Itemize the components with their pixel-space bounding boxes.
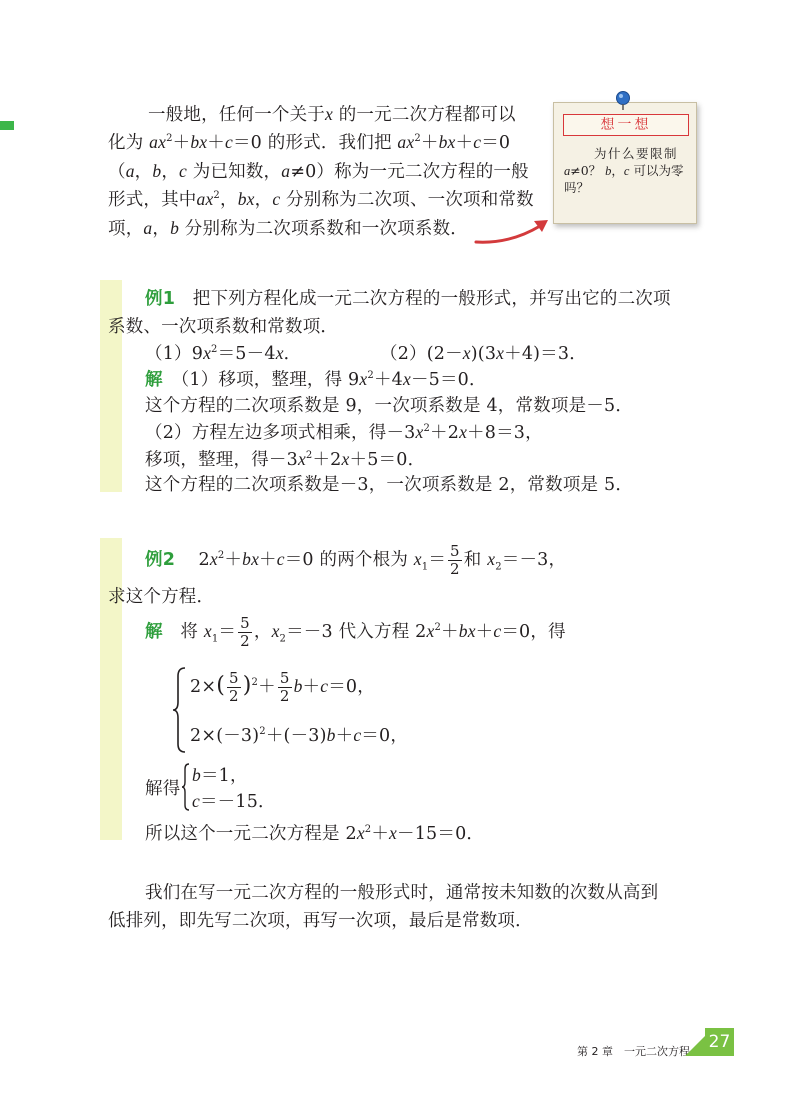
example1-solution-1: 解 （1）移项，整理，得 $9x^2+4x-5=0$． bbox=[145, 369, 487, 390]
example2-solution-label: 解 bbox=[145, 622, 163, 642]
example2-solution-line-1: 解 将 $x_1=$ $\frac{5}{2}$ ，$x_2=-3$ 代入方程 $2x^2+bx+c=0$，得 bbox=[145, 614, 566, 650]
intro-line-5: 项，a，b 分别称为二次项系数和一次项系数． bbox=[108, 218, 468, 239]
system-equation-2: $2\times(-3)^2+(-3)b+c=0$， bbox=[190, 725, 409, 746]
footer-tab-shape bbox=[685, 1036, 705, 1056]
note-line-3: 吗？ bbox=[564, 180, 590, 195]
outro-line-1: 我们在写一元二次方程的一般形式时，通常按未知数的次数从高到 bbox=[145, 883, 659, 903]
solution-c: c＝－15． bbox=[192, 791, 276, 812]
example1-question-1: $(1)9x^2=5-4x$． bbox=[145, 343, 302, 364]
note-line-1: 为什么要限制 bbox=[594, 146, 679, 161]
solution-b: b＝1， bbox=[192, 765, 248, 786]
example1-solution-3: （2）方程左边多项式相乘，得$-3x^2+2x+8=3$， bbox=[145, 422, 543, 443]
intro-line-3: （a，b，c 为已知数，a≠0）称为一元二次方程的一般 bbox=[108, 161, 529, 182]
curved-arrow-icon bbox=[470, 212, 555, 252]
example1-band bbox=[100, 280, 122, 492]
solved-label: 解得 bbox=[145, 779, 181, 799]
left-brace-large bbox=[172, 666, 188, 754]
pushpin-icon bbox=[614, 91, 632, 109]
example1-solution-label: 解 bbox=[145, 370, 163, 390]
intro-line-4: 形式，其中$ax^2$，bx，c 分别称为二次项、一次项和常数 bbox=[108, 189, 534, 210]
example2-label: 例2 bbox=[145, 550, 176, 570]
example1-prompt-line-1: 例1 把下列方程化成一元二次方程的一般形式，并写出它的二次项 bbox=[145, 289, 671, 309]
sidebar-marker bbox=[0, 121, 14, 130]
note-title: 想一想 bbox=[563, 114, 689, 136]
example2-prompt-line-2: 求这个方程． bbox=[108, 587, 215, 607]
example1-solution-5: 这个方程的二次项系数是－3，一次项系数是 2，常数项是 5． bbox=[145, 475, 634, 495]
example2-prompt-line-1: 例2 $2x^2+bx+c=0$ 的两个根为 $x_1=$ $\frac{5}{2}$ 和 $x_2=-3$， bbox=[145, 542, 567, 578]
example1-solution-2: 这个方程的二次项系数是 9，一次项系数是 4，常数项是－5． bbox=[145, 396, 634, 416]
example1-label: 例1 bbox=[145, 289, 176, 309]
example1-question-2: （2）(2－x)(3x＋4)＝3． bbox=[380, 343, 587, 364]
example1-solution-4: 移项，整理，得$-3x^2+2x+5=0$． bbox=[145, 449, 426, 470]
footer-chapter: 第 2 章 一元二次方程 bbox=[577, 1045, 690, 1058]
left-brace-small bbox=[181, 762, 191, 812]
example2-conclusion: 所以这个一元二次方程是 $2x^2+x-15=0$． bbox=[145, 823, 485, 844]
page-number: 27 bbox=[705, 1028, 734, 1056]
intro-line-2: 化为 $ax^2+bx+c=0$ 的形式．我们把 $ax^2+bx+c=0$ bbox=[108, 132, 511, 153]
system-equation-1: 2×( $\frac{5}{2}$ )$^2$＋ $\frac{5}{2}$ b＋c＝0， bbox=[190, 669, 375, 705]
note-line-2: a≠0？ b，c 可以为零 bbox=[564, 163, 684, 178]
outro-line-2: 低排列，即先写二次项，再写一次项，最后是常数项． bbox=[108, 911, 533, 931]
think-note bbox=[553, 102, 697, 224]
intro-line-1: 一般地，任何一个关于x 的一元二次方程都可以 bbox=[148, 104, 516, 125]
example1-prompt-line-2: 系数、一次项系数和常数项． bbox=[108, 317, 339, 337]
